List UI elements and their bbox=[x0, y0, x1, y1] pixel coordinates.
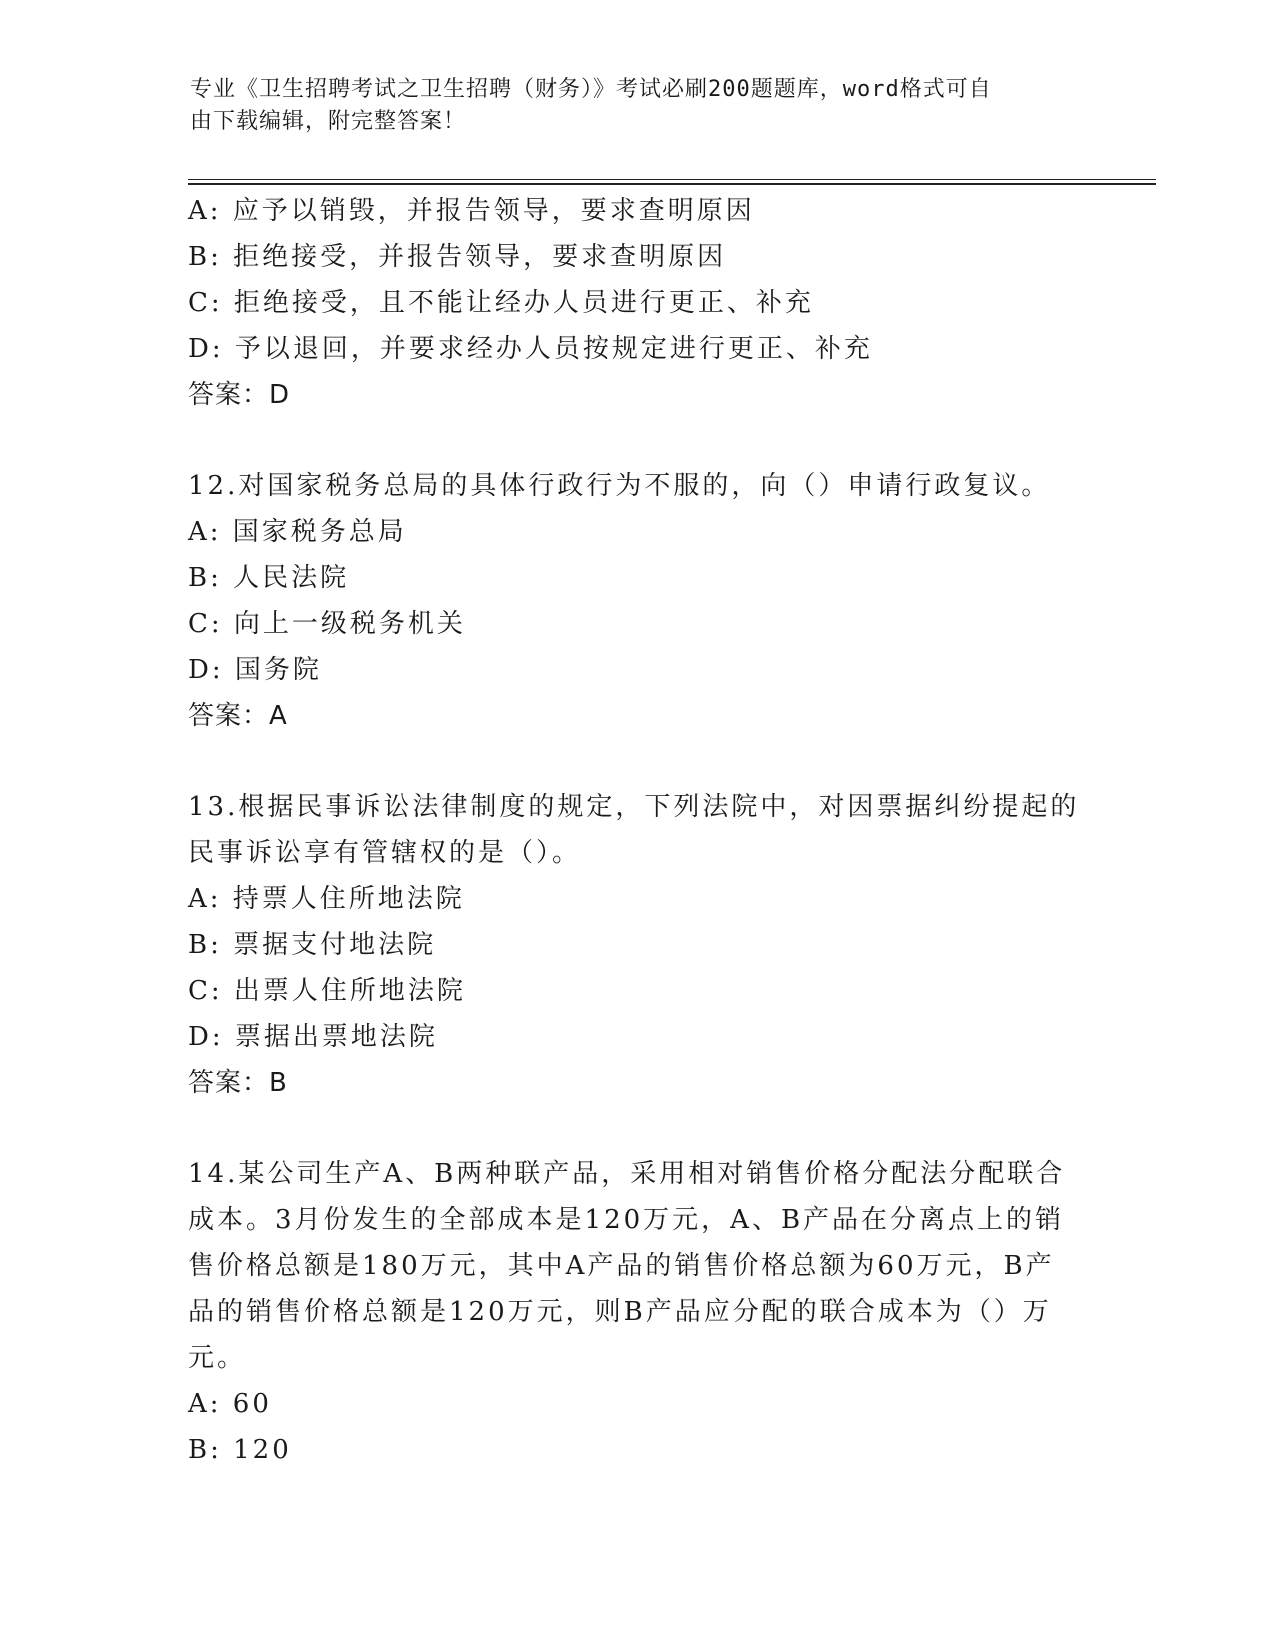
option-a: A: 60 bbox=[188, 1389, 272, 1419]
header-line-1: 专业《卫生招聘考试之卫生招聘（财务）》考试必刷200题题库，word格式可自 bbox=[190, 77, 992, 102]
option-d: D: 票据出票地法院 bbox=[188, 1022, 438, 1052]
option-d: D: 予以退回，并要求经办人员按规定进行更正、补充 bbox=[188, 334, 873, 364]
question-stem: 售价格总额是180万元，其中A产品的销售价格总额为60万元，B产 bbox=[188, 1251, 1055, 1281]
option-d: D: 国务院 bbox=[188, 655, 322, 685]
option-b: B: 拒绝接受，并报告领导，要求查明原因 bbox=[188, 242, 727, 272]
answer: 答案：D bbox=[188, 380, 291, 410]
question-stem: 成本。3月份发生的全部成本是120万元，A、B产品在分离点上的销 bbox=[188, 1205, 1065, 1235]
option-b: B: 人民法院 bbox=[188, 563, 350, 593]
question-stem: 民事诉讼享有管辖权的是（）。 bbox=[188, 838, 582, 868]
question-13 bbox=[188, 784, 1088, 1106]
header-divider-thin bbox=[188, 179, 1156, 180]
option-c: C: 出票人住所地法院 bbox=[188, 976, 466, 1006]
question-12 bbox=[188, 463, 1088, 739]
header-line-2: 由下载编辑，附完整答案！ bbox=[190, 109, 467, 134]
question-stem: 12.对国家税务总局的具体行政行为不服的，向（）申请行政复议。 bbox=[188, 471, 1051, 501]
question-14 bbox=[188, 1151, 1088, 1473]
document-header bbox=[190, 74, 1070, 138]
option-a: A: 持票人住所地法院 bbox=[188, 884, 465, 914]
option-b: B: 120 bbox=[188, 1435, 292, 1465]
option-a: A: 国家税务总局 bbox=[188, 517, 407, 547]
question-stem: 元。 bbox=[188, 1343, 247, 1373]
option-b: B: 票据支付地法院 bbox=[188, 930, 437, 960]
question-stem: 13.根据民事诉讼法律制度的规定，下列法院中，对因票据纠纷提起的 bbox=[188, 792, 1080, 822]
answer: 答案：B bbox=[188, 1068, 288, 1098]
question-list bbox=[188, 188, 1088, 1473]
question-stem: 品的销售价格总额是120万元，则B产品应分配的联合成本为（）万 bbox=[188, 1297, 1052, 1327]
header-divider-thick bbox=[188, 183, 1156, 185]
option-c: C: 拒绝接受，且不能让经办人员进行更正、补充 bbox=[188, 288, 814, 318]
option-c: C: 向上一级税务机关 bbox=[188, 609, 466, 639]
question-11 bbox=[188, 188, 1088, 418]
option-a: A: 应予以销毁，并报告领导，要求查明原因 bbox=[188, 196, 755, 226]
question-stem: 14.某公司生产A、B两种联产品，采用相对销售价格分配法分配联合 bbox=[188, 1159, 1066, 1189]
answer: 答案：A bbox=[188, 701, 288, 731]
